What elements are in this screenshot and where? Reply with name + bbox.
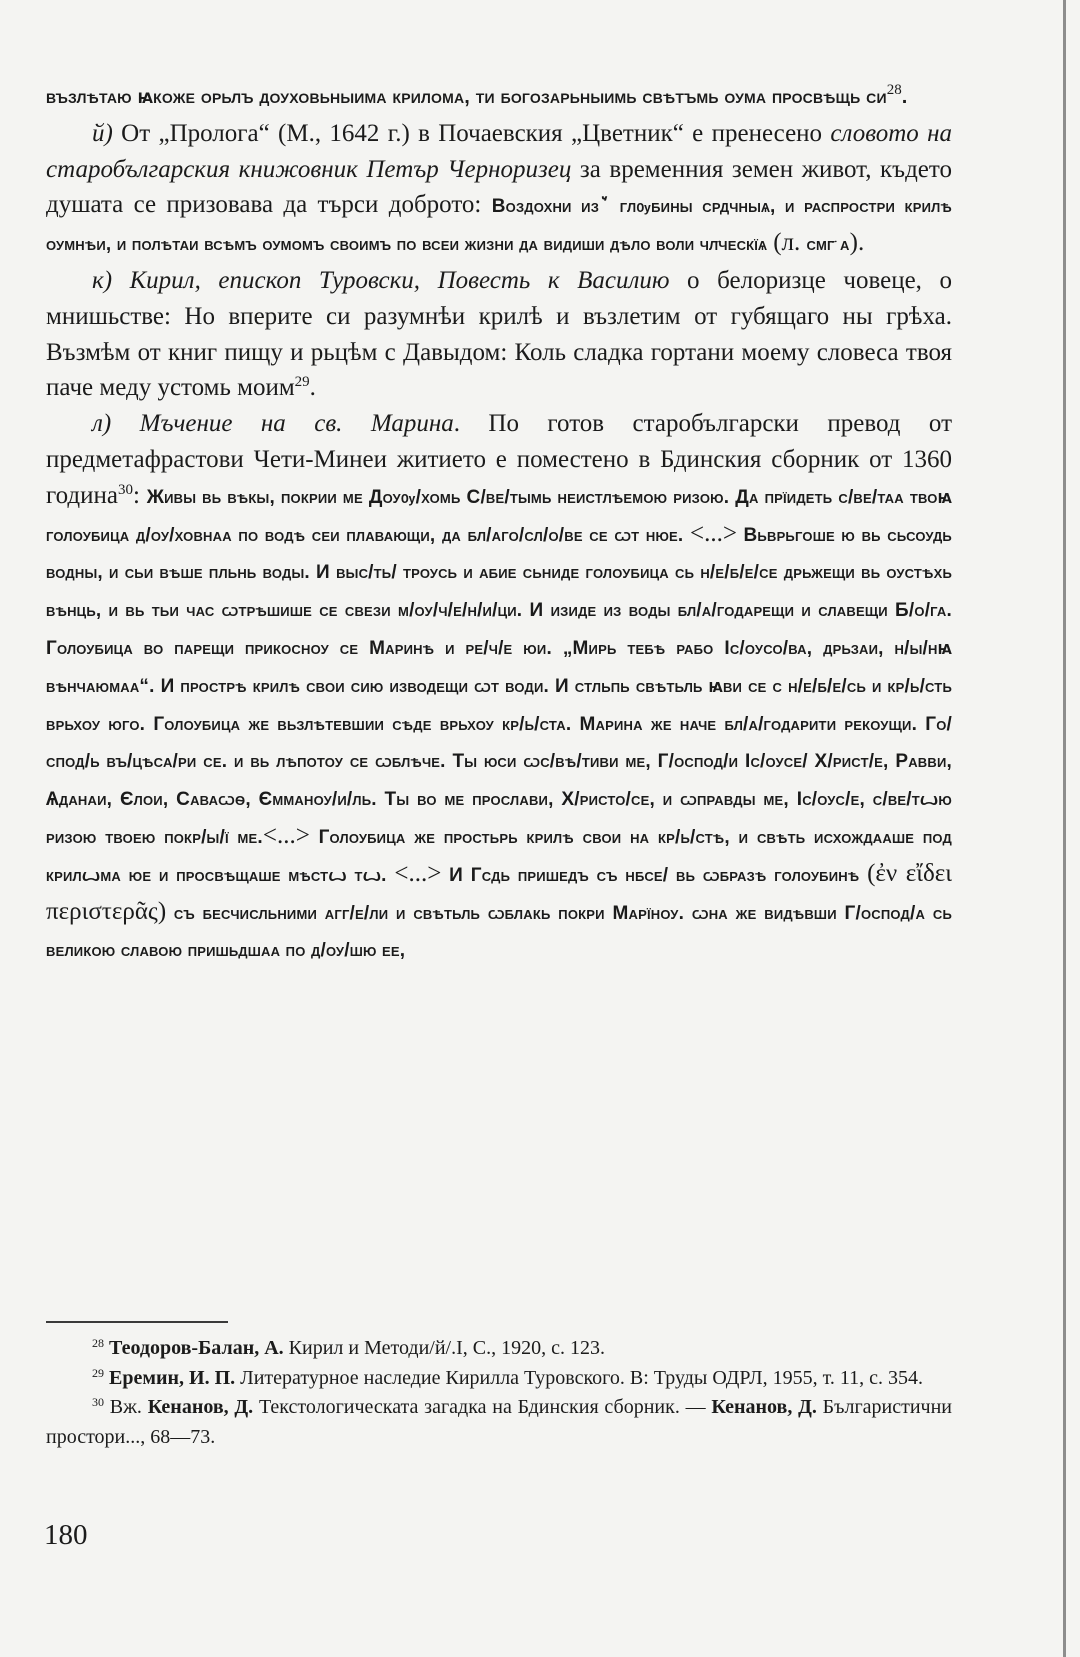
footnote-29 bbox=[46, 1364, 952, 1394]
body-text: (л. bbox=[766, 229, 807, 257]
body-text: Вж. bbox=[104, 1396, 148, 1418]
italic-text: к) Кирил, епископ Туровски, Повесть к Василию bbox=[92, 266, 670, 294]
page-number: 180 bbox=[44, 1519, 88, 1551]
italic-text: л) Мъчение на св. Марина bbox=[92, 410, 454, 438]
author-name: Теодоров-Балан, А. bbox=[109, 1337, 284, 1359]
body-text: <...> bbox=[394, 859, 442, 887]
body-text: . bbox=[309, 374, 316, 402]
footnote-marker: 29 bbox=[294, 374, 310, 391]
body-text: Литературное наследие Кирилла Туровского. В: Труды ОДРЛ, 1955, т. 11, с. 354. bbox=[235, 1366, 923, 1389]
body-text: От „Пролога“ (М., 1642 г.) в Почаевския „Цветник“ е пренесено bbox=[112, 119, 831, 147]
slavonic-quote: И Гсдь пришедъ съ нбсе/ вь ѡбразѣ голоубинѣ bbox=[441, 864, 868, 886]
body-text: : bbox=[133, 481, 147, 509]
paragraph-continuation bbox=[46, 78, 952, 116]
paragraph-j-prolog bbox=[46, 116, 952, 263]
footnote-marker: 30 bbox=[92, 1394, 104, 1409]
body-text: Текстологическата загадка на Бдинския сборник. — bbox=[253, 1396, 712, 1418]
slavonic-quote: Голоубица же простьрь крилѣ свои на кр/ь/стѣ, и свѣть исхождааше под крилꙍма юе и просвѣщаше мѣстꙍ тꙍ. bbox=[46, 826, 952, 886]
body-text: (ἐν εἴδει περιστερᾶς) bbox=[46, 859, 952, 925]
slavonic-quote: Воздохни изꙿ глѹбины срдчныѧ, и распростри крилѣ оумнѣи, и полѣтаи всѣмъ оумомъ своимъ по всеи жизни да видиши дѣло воли чл҃ческїѧ bbox=[46, 196, 952, 256]
footnote-marker: 28 bbox=[886, 82, 902, 98]
author-name: Кенанов, Д. bbox=[711, 1396, 817, 1418]
italic-text: словото на старобългарския книжовник Петър Черноризец bbox=[46, 119, 953, 183]
footnote-separator bbox=[46, 1321, 228, 1323]
italic-text: й) bbox=[92, 119, 113, 147]
footnotes bbox=[46, 1334, 952, 1452]
main-text bbox=[46, 78, 952, 969]
slavonic-quote: съ бесчисльними агг/е/ли и свѣтьль ѡблакь покри Марїноу. ѡна же видѣвши Г/оспод/а сь великою славою пришьдшаа по д/оу/шю ее, bbox=[46, 902, 952, 962]
slavonic-quote: Вьврьгоше ю вь сьсоудь водны, и сьи вѣше пльнь воды. И выс/ть/ троусь и абие сьниде голоубица сь н/е/б/е/се дрьжещи вь оустѣхь вѣнць, и вь тьи час ѡтрѣшише се свези м/оу/ч/е/н/и/ци. И изиде из воды бл/а/годарещи и славещи Б/о/га. Голоубица во парещи прикосноу се Маринѣ и ре/ч/е юи. „Мирь тебѣ рабо Іс/оусо/ва, дрьзаи, н/ы/нꙗ вѣнчаюмаа“. И прострѣ крилѣ свои сию изводещи ѡт води. И стльпь свѣтьль ꙗви се с н/е/б/е/сь и кр/ь/сть врьхоу юго. Голоубица же вьзлѣтевшии сѣде врьхоу кр/ь/ста. Марина же наче бл/а/годарити рекоущи. Го/спод/ь въ/цѣса/ри се. и вь лѣпотоу се ѡблѣче. Ты юси ѡс/вѣ/тиви ме, Г/оспод/и Іс/оусе/ Х/рист/е, Равви, Ѧданаи, Єлои, Саваѡѳ, Ємманоу/и/ль. Ты во ме прослави, Х/ристо/се, и ѡправды ме, Іс/оус/е, с/ве/тꙍю ризою твоею покр/ы/ї ме. bbox=[46, 524, 952, 848]
paragraph-k-kiril-turovski bbox=[46, 263, 952, 406]
body-text: за временния земен живот, където душата се призовава да търси доброто: bbox=[46, 155, 952, 219]
footnote-marker: 29 bbox=[92, 1365, 104, 1380]
slavonic-quote: възлѣтаю ꙗкоже орьлъ доуховьныима крилома, ти богозарьныимь свѣтъмь оума просвѣщь си bbox=[46, 86, 887, 108]
footnote-30 bbox=[46, 1393, 952, 1452]
body-text: Българистични простори..., 68—73. bbox=[46, 1396, 953, 1448]
footnote-28 bbox=[46, 1334, 952, 1364]
author-name: Кенанов, Д. bbox=[147, 1396, 254, 1418]
slavonic-quote: . bbox=[901, 86, 908, 108]
body-text: о белоризце човеце, о мнишьстве: Но вперите си разумнѣи крилѣ и възлетим от губящаго ны грѣха. Възмѣм от книг пищу и рьцѣм с Давыдом: Коль сладка гортани моему словеса твоя паче меду устомь моим bbox=[46, 266, 952, 402]
slavonic-quote: Живы вь вѣкы, покрии ме Доуѹ/хомь С/ве/тымь неистлѣемою ризою. Да прїидеть с/ве/таа твоꙗ голоубица д/оу/ховнаа по водѣ сеи плавающи, да бл/аго/сл/о/ве се ѡт нюе. bbox=[46, 486, 952, 546]
paragraph-l-marina bbox=[46, 406, 952, 969]
page-edge-line bbox=[1063, 0, 1066, 1657]
footnote-marker: 30 bbox=[118, 481, 133, 498]
footnote-marker: 28 bbox=[92, 1335, 104, 1350]
author-name: Еремин, И. П. bbox=[109, 1366, 236, 1389]
body-text: ). bbox=[849, 229, 865, 257]
slavonic-quote: смг҃ а bbox=[806, 234, 850, 256]
body-text: . По готов старобългарски превод от предметафрастови Чети-Минеи житието е поместено в Бдинския сборник от 1360 година bbox=[46, 410, 952, 509]
body-text: Кирил и Методи/й/.I, С., 1920, с. 123. bbox=[283, 1337, 605, 1359]
body-text: <...> bbox=[689, 519, 737, 547]
body-text: <...> bbox=[262, 821, 310, 849]
